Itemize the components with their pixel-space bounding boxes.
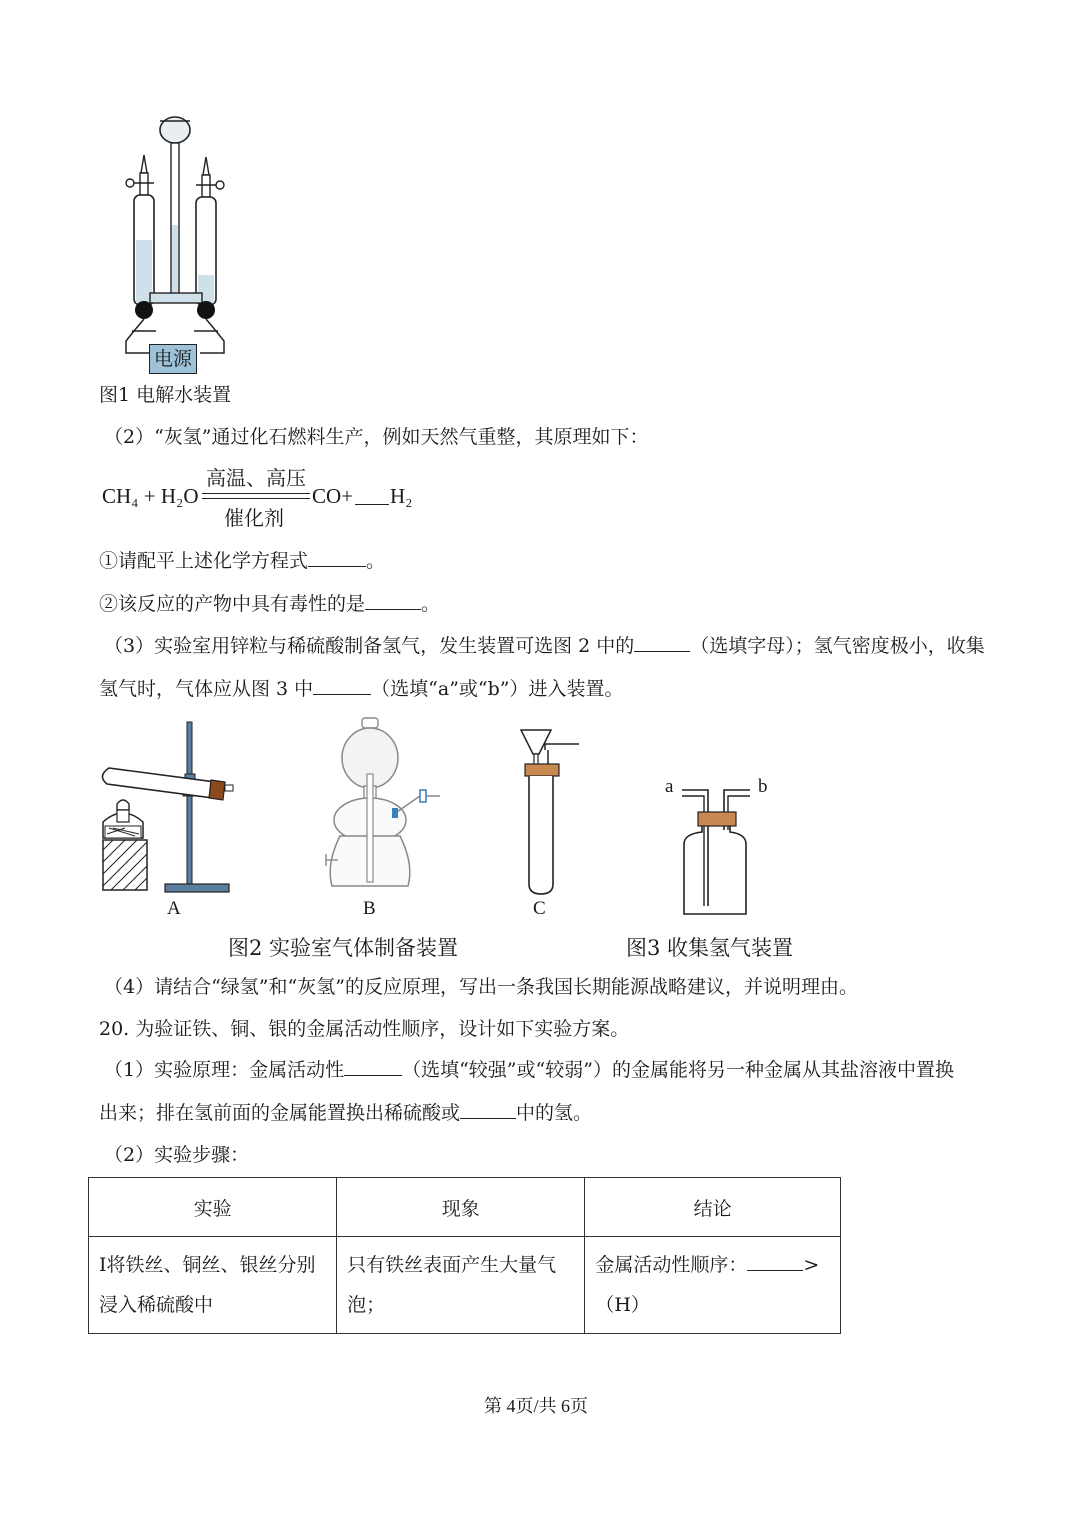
- q2-equation: [102, 462, 432, 532]
- eq-products: CO+: [312, 484, 354, 508]
- q20-p2: （2）实验步骤：: [104, 1144, 250, 1166]
- conc-text: 金属活动性顺序：: [595, 1254, 748, 1276]
- eq-double-line: [202, 493, 310, 499]
- power-supply-box: [149, 344, 197, 374]
- figure3-collection-bottle: [676, 782, 756, 922]
- eq-hydrogen: H₂: [390, 484, 413, 508]
- q3-blank-port[interactable]: [313, 676, 371, 695]
- power-supply-label: 电源: [153, 348, 192, 370]
- q3-blank-device[interactable]: [634, 633, 690, 652]
- q20-title: 20. 为验证铁、铜、银的金属活动性顺序，设计如下实验方案。: [99, 1018, 630, 1040]
- q4-text: （4）请结合“绿氢”和“灰氢”的反应原理，写出一条我国长期能源战略建议，并说明理由。: [104, 976, 858, 998]
- eq-condition-top: 高温、高压: [206, 466, 306, 490]
- table-header-experiment: 实验: [89, 1178, 337, 1237]
- q2-sub2: [99, 591, 440, 617]
- q2-sub1: [99, 548, 385, 574]
- exp-line2: 浸入稀硫酸中: [99, 1294, 214, 1316]
- figure2-label-b: B: [363, 898, 376, 919]
- page-footer: 第 4页/共 6页: [484, 1396, 589, 1416]
- table-header-phenomenon: 现象: [337, 1178, 585, 1237]
- conc-line1: [595, 1245, 830, 1285]
- q20-p1-line1: [104, 1057, 954, 1083]
- q20-p1-c: 出来；排在氢前面的金属能置换出稀硫酸或: [99, 1102, 461, 1124]
- q2-sub2-text: ②该反应的产物中具有毒性的是: [99, 593, 366, 615]
- table-cell-phenomenon: [337, 1237, 585, 1334]
- table-header-conclusion: 结论: [585, 1178, 841, 1237]
- q20-p1-b: （选填“较强”或“较弱”）的金属能将另一种金属从其盐溶液中置换: [402, 1059, 954, 1081]
- figure2-label-c: C: [533, 898, 546, 919]
- eq-condition-bottom: 催化剂: [224, 506, 284, 530]
- q20-p1-d: 中的氢。: [516, 1102, 593, 1124]
- table-cell-conclusion: [585, 1237, 841, 1334]
- phen-line1: 只有铁丝表面产生大量气: [347, 1254, 557, 1276]
- figure3-port-b: b: [758, 776, 768, 797]
- table-row: [89, 1237, 841, 1334]
- q20-blank-acid[interactable]: [460, 1100, 516, 1119]
- table-cell-experiment: [89, 1237, 337, 1334]
- figure2-caption: 图2 实验室气体制备装置: [228, 936, 459, 960]
- table-header-row: [89, 1178, 841, 1237]
- figure2-label-a: A: [167, 898, 181, 919]
- figure3-port-a: a: [665, 776, 674, 797]
- figure1-caption: 图1 电解水装置: [99, 384, 232, 406]
- q2-sub1-text: ①请配平上述化学方程式: [99, 550, 309, 572]
- eq-coefficient-blank: [355, 486, 389, 505]
- apparatus-a-heating-setup: [95, 718, 235, 898]
- figure3-caption: 图3 收集氢气装置: [626, 936, 794, 960]
- apparatus-b-kipp-generator: [322, 714, 446, 894]
- phen-line2: 泡；: [347, 1294, 386, 1316]
- figure1-electrolysis-diagram: [110, 105, 250, 375]
- experiment-table: [88, 1177, 841, 1334]
- q3-line2-b: （选填“a”或“b”）进入装置。: [371, 678, 624, 700]
- q2-intro: （2）“灰氢”通过化石燃料生产，例如天然气重整，其原理如下：: [104, 426, 649, 448]
- q20-p1-a: （1）实验原理：金属活动性: [104, 1059, 345, 1081]
- conc-blank[interactable]: [747, 1252, 803, 1271]
- q20-p1-line2: [99, 1100, 592, 1126]
- q2-sub1-blank[interactable]: [308, 548, 366, 567]
- conc-line2: （H）: [595, 1294, 650, 1316]
- q2-sub1-end: 。: [366, 550, 386, 572]
- q3-line2: [99, 676, 624, 702]
- q2-sub2-end: 。: [421, 593, 441, 615]
- q2-sub2-blank[interactable]: [365, 591, 421, 610]
- conc-gt: >: [803, 1254, 820, 1276]
- eq-reactants: CH₄ + H₂O: [102, 484, 199, 508]
- q3-line2-a: 氢气时，气体应从图 3 中: [99, 678, 314, 700]
- q3-line1: [104, 633, 985, 659]
- q3-line1-b: （选填字母）；氢气密度极小，收集: [690, 635, 985, 657]
- exp-line1: Ⅰ将铁丝、铜丝、银丝分别: [99, 1254, 316, 1276]
- q20-blank-activity[interactable]: [344, 1057, 402, 1076]
- apparatus-c-test-tube-funnel: [515, 724, 585, 900]
- q3-line1-a: （3）实验室用锌粒与稀硫酸制备氢气，发生装置可选图 2 中的: [104, 635, 635, 657]
